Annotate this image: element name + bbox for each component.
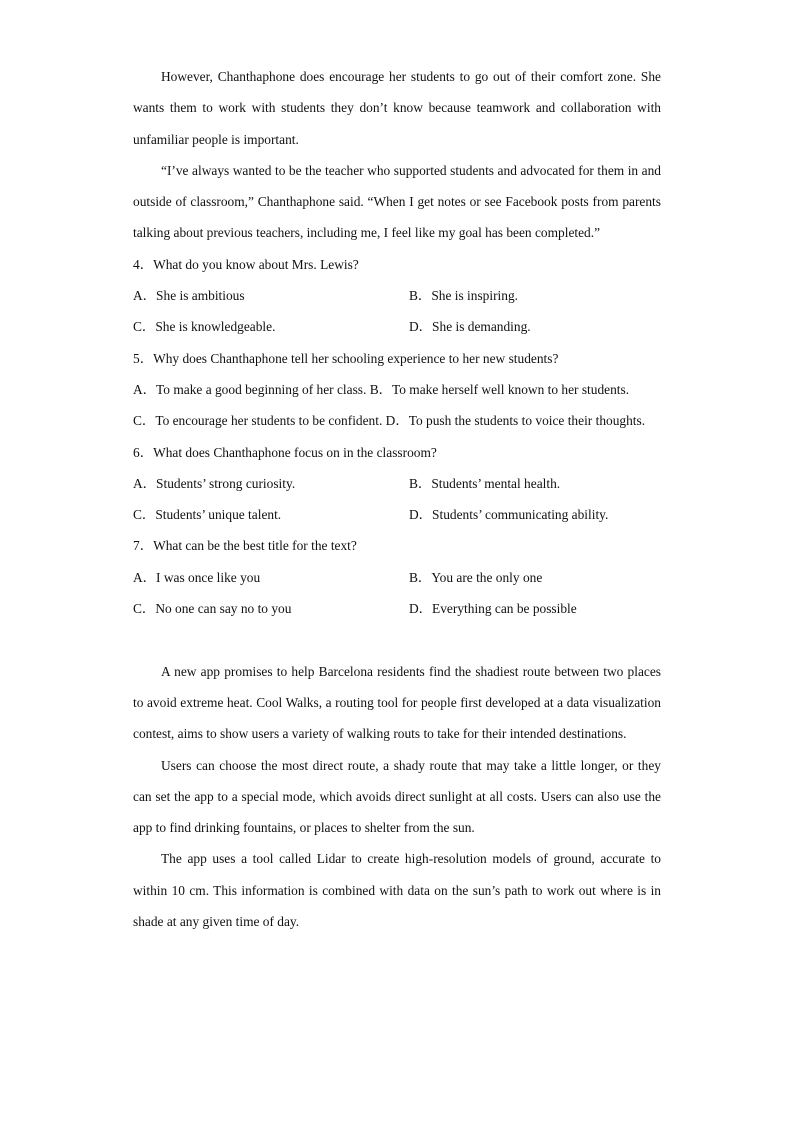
paragraph: A new app promises to help Barcelona residents find the shadiest route between two places to avoid extreme heat. Cool Walks, a routing tool for people first developed at a data visualization contest, aims to show users a variety of walking routs to take for their intended destinations.: [133, 663, 661, 742]
section-gap: [133, 624, 661, 655]
option-d: D．Students’ communicating ability.: [409, 507, 609, 523]
options-row: [133, 311, 661, 342]
options-row: [133, 593, 661, 624]
option-b: B．Students’ mental health.: [409, 475, 561, 491]
option-b: B．You are the only one: [409, 569, 543, 585]
question-stem: 4．What do you know about Mrs. Lewis?: [133, 256, 359, 272]
paragraph: “I’ve always wanted to be the teacher who supported students and advocated for them in and outside of classroom,” Chanthaphone said. “When I get notes or see Facebook posts from parents talking about previous teachers, including me, I feel like my goal has been completed.”: [133, 162, 661, 241]
option-a: A．I was once like you: [133, 569, 261, 585]
option-c: C．No one can say no to you: [133, 601, 292, 617]
option-d: D．She is demanding.: [409, 319, 531, 335]
options-row: [133, 468, 661, 499]
options-row: [133, 562, 661, 593]
options-a-b: A．To make a good beginning of her class. B．To make herself well known to her students.: [133, 381, 630, 397]
paragraph: However, Chanthaphone does encourage her students to go out of their comfort zone. She wants them to work with students they don’t know because teamwork and collaboration with unfamiliar people is important.: [133, 69, 661, 147]
question-stem: 5．Why does Chanthaphone tell her schooling experience to her new students?: [133, 350, 559, 366]
question-stem: 6．What does Chanthaphone focus on in the classroom?: [133, 444, 437, 460]
option-d: D．Everything can be possible: [409, 601, 577, 617]
paragraph: Users can choose the most direct route, a shady route that may take a little longer, or they can set the app to a special mode, which avoids direct sunlight at all costs. Users can also use the app to find drinking fountains, or places to shelter from the sun.: [133, 757, 661, 836]
option-c: C．Students’ unique talent.: [133, 507, 282, 523]
option-a: A．She is ambitious: [133, 288, 245, 304]
option-c: C．She is knowledgeable.: [133, 319, 276, 335]
options-row: [133, 499, 661, 530]
option-b: B．She is inspiring.: [409, 288, 518, 304]
option-a: A．Students’ strong curiosity.: [133, 475, 296, 491]
options-c-d: C．To encourage her students to be confident. D．To push the students to voice their thoughts.: [133, 413, 646, 429]
paragraph: The app uses a tool called Lidar to create high-resolution models of ground, accurate to within 10 cm. This information is combined with data on the sun’s path to work out where is in shade at any given time of day.: [133, 851, 661, 930]
document-page: [133, 61, 661, 937]
question-stem: 7．What can be the best title for the text?: [133, 538, 357, 554]
options-row: [133, 280, 661, 311]
